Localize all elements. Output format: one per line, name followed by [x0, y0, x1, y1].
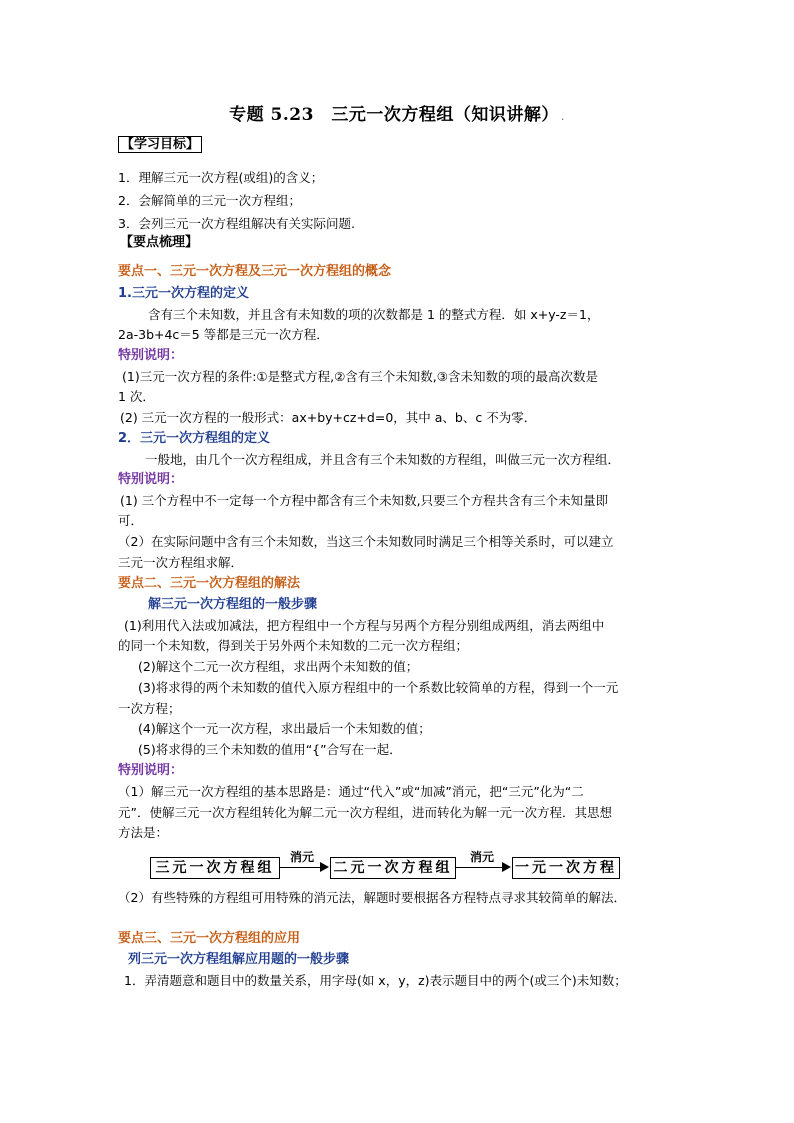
point1-sub1-heading: 1.三元一次方程的定义: [118, 286, 249, 301]
application-steps-heading: 列三元一次方程组解应用题的一般步骤: [128, 952, 350, 967]
application-step-line: 1．弄清题意和题目中的数量关系，用字母(如 x，y，z)表示题目中的两个(或三个)未知数；: [124, 973, 627, 988]
objective-item: 3．会列三元一次方程组解决有关实际问题.: [118, 216, 355, 231]
point1-sub2-heading: 2．三元一次方程组的定义: [118, 431, 271, 446]
note-text: 可．: [118, 513, 144, 528]
note-text: 三元一次方程组求解．: [118, 555, 244, 570]
point1-heading: 要点一、三元一次方程及三元一次方程组的概念: [118, 264, 392, 279]
point3-heading: 要点三、三元一次方程组的应用: [118, 931, 301, 946]
flow-arrow-label: 消元: [470, 850, 495, 864]
note-text: （2）在实际问题中含有三个未知数，当这三个未知数同时满足三个相等关系时，可以建立: [118, 534, 614, 549]
note-text: （2）有些特殊的方程组可用特殊的消元法，解题时要根据各方程特点寻求其较简单的解法．: [118, 890, 626, 905]
note-text: (1) 三个方程中不一定每一个方程中都含有三个未知数,只要三个方程共含有三个未知量即: [120, 493, 609, 508]
page-title: 专题 5.23 三元一次方程组（知识讲解） .: [229, 105, 565, 125]
step-line: (4)解这个一元一次方程，求出最后一个未知数的值；: [138, 721, 431, 736]
arrow-right-icon: [502, 862, 511, 872]
flow-box-one-variable: 一元一次方程: [512, 857, 620, 879]
flow-box-two-variable: 二元一次方程组: [330, 857, 456, 879]
step-line: (5)将求得的三个未知数的值用“{”合写在一起．: [138, 742, 402, 757]
steps-heading: 解三元一次方程组的一般步骤: [148, 597, 318, 612]
step-line: 的同一个未知数，得到关于另外两个未知数的二元一次方程组；: [118, 638, 469, 653]
flow-arrow-label: 消元: [290, 850, 315, 864]
flow-arrow-line: [456, 867, 502, 868]
definition-text: 一般地，由几个一次方程组成，并且含有三个未知数的方程组，叫做三元一次方程组．: [145, 452, 621, 467]
note-text: (2) 三元一次方程的一般形式：ax+by+cz+d=0，其中 a、b、c 不为零．: [120, 410, 537, 425]
note-text: 元”．使解三元一次方程组转化为解二元一次方程组，进而转化为解一元一次方程．其思想: [118, 805, 612, 820]
objectives-heading: 【学习目标】: [118, 135, 202, 154]
objective-item: 1．理解三元一次方程(或组)的含义；: [118, 170, 324, 185]
arrow-right-icon: [320, 862, 329, 872]
elimination-flow-diagram: [150, 848, 630, 882]
step-line: 一次方程；: [118, 701, 181, 716]
step-line: (2)解这个二元一次方程组，求出两个未知数的值；: [138, 659, 419, 674]
flow-arrow-line: [280, 867, 320, 868]
note-label: 特别说明：: [118, 472, 184, 487]
objective-item: 2．会解简单的三元一次方程组；: [118, 193, 301, 208]
point2-heading: 要点二、三元一次方程组的解法: [118, 576, 301, 591]
note-label: 特别说明：: [118, 348, 184, 363]
note-text: (1)三元一次方程的条件:①是整式方程,②含有三个未知数,③含未知数的项的最高次数是: [122, 369, 598, 384]
step-line: (1)利用代入法或加减法，把方程组中一个方程与另两个方程分别组成两组，消去两组中: [124, 618, 605, 633]
step-line: (3)将求得的两个未知数的值代入原方程组中的一个系数比较简单的方程，得到一个一元: [138, 680, 619, 695]
note-text: 1 次．: [118, 389, 155, 404]
definition-text: 含有三个未知数，并且含有未知数的项的次数都是 1 的整式方程．如 x+y-z＝1，: [148, 307, 600, 322]
note-label: 特别说明：: [118, 763, 184, 778]
definition-text: 2a-3b+4c＝5 等都是三元一次方程．: [118, 327, 329, 342]
note-text: （1）解三元一次方程组的基本思路是：通过“代入”或“加减”消元，把“三元”化为“二: [118, 784, 584, 799]
note-text: 方法是：: [118, 825, 169, 840]
points-heading: 【要点梳理】: [120, 235, 199, 250]
flow-box-three-variable: 三元一次方程组: [150, 857, 280, 879]
